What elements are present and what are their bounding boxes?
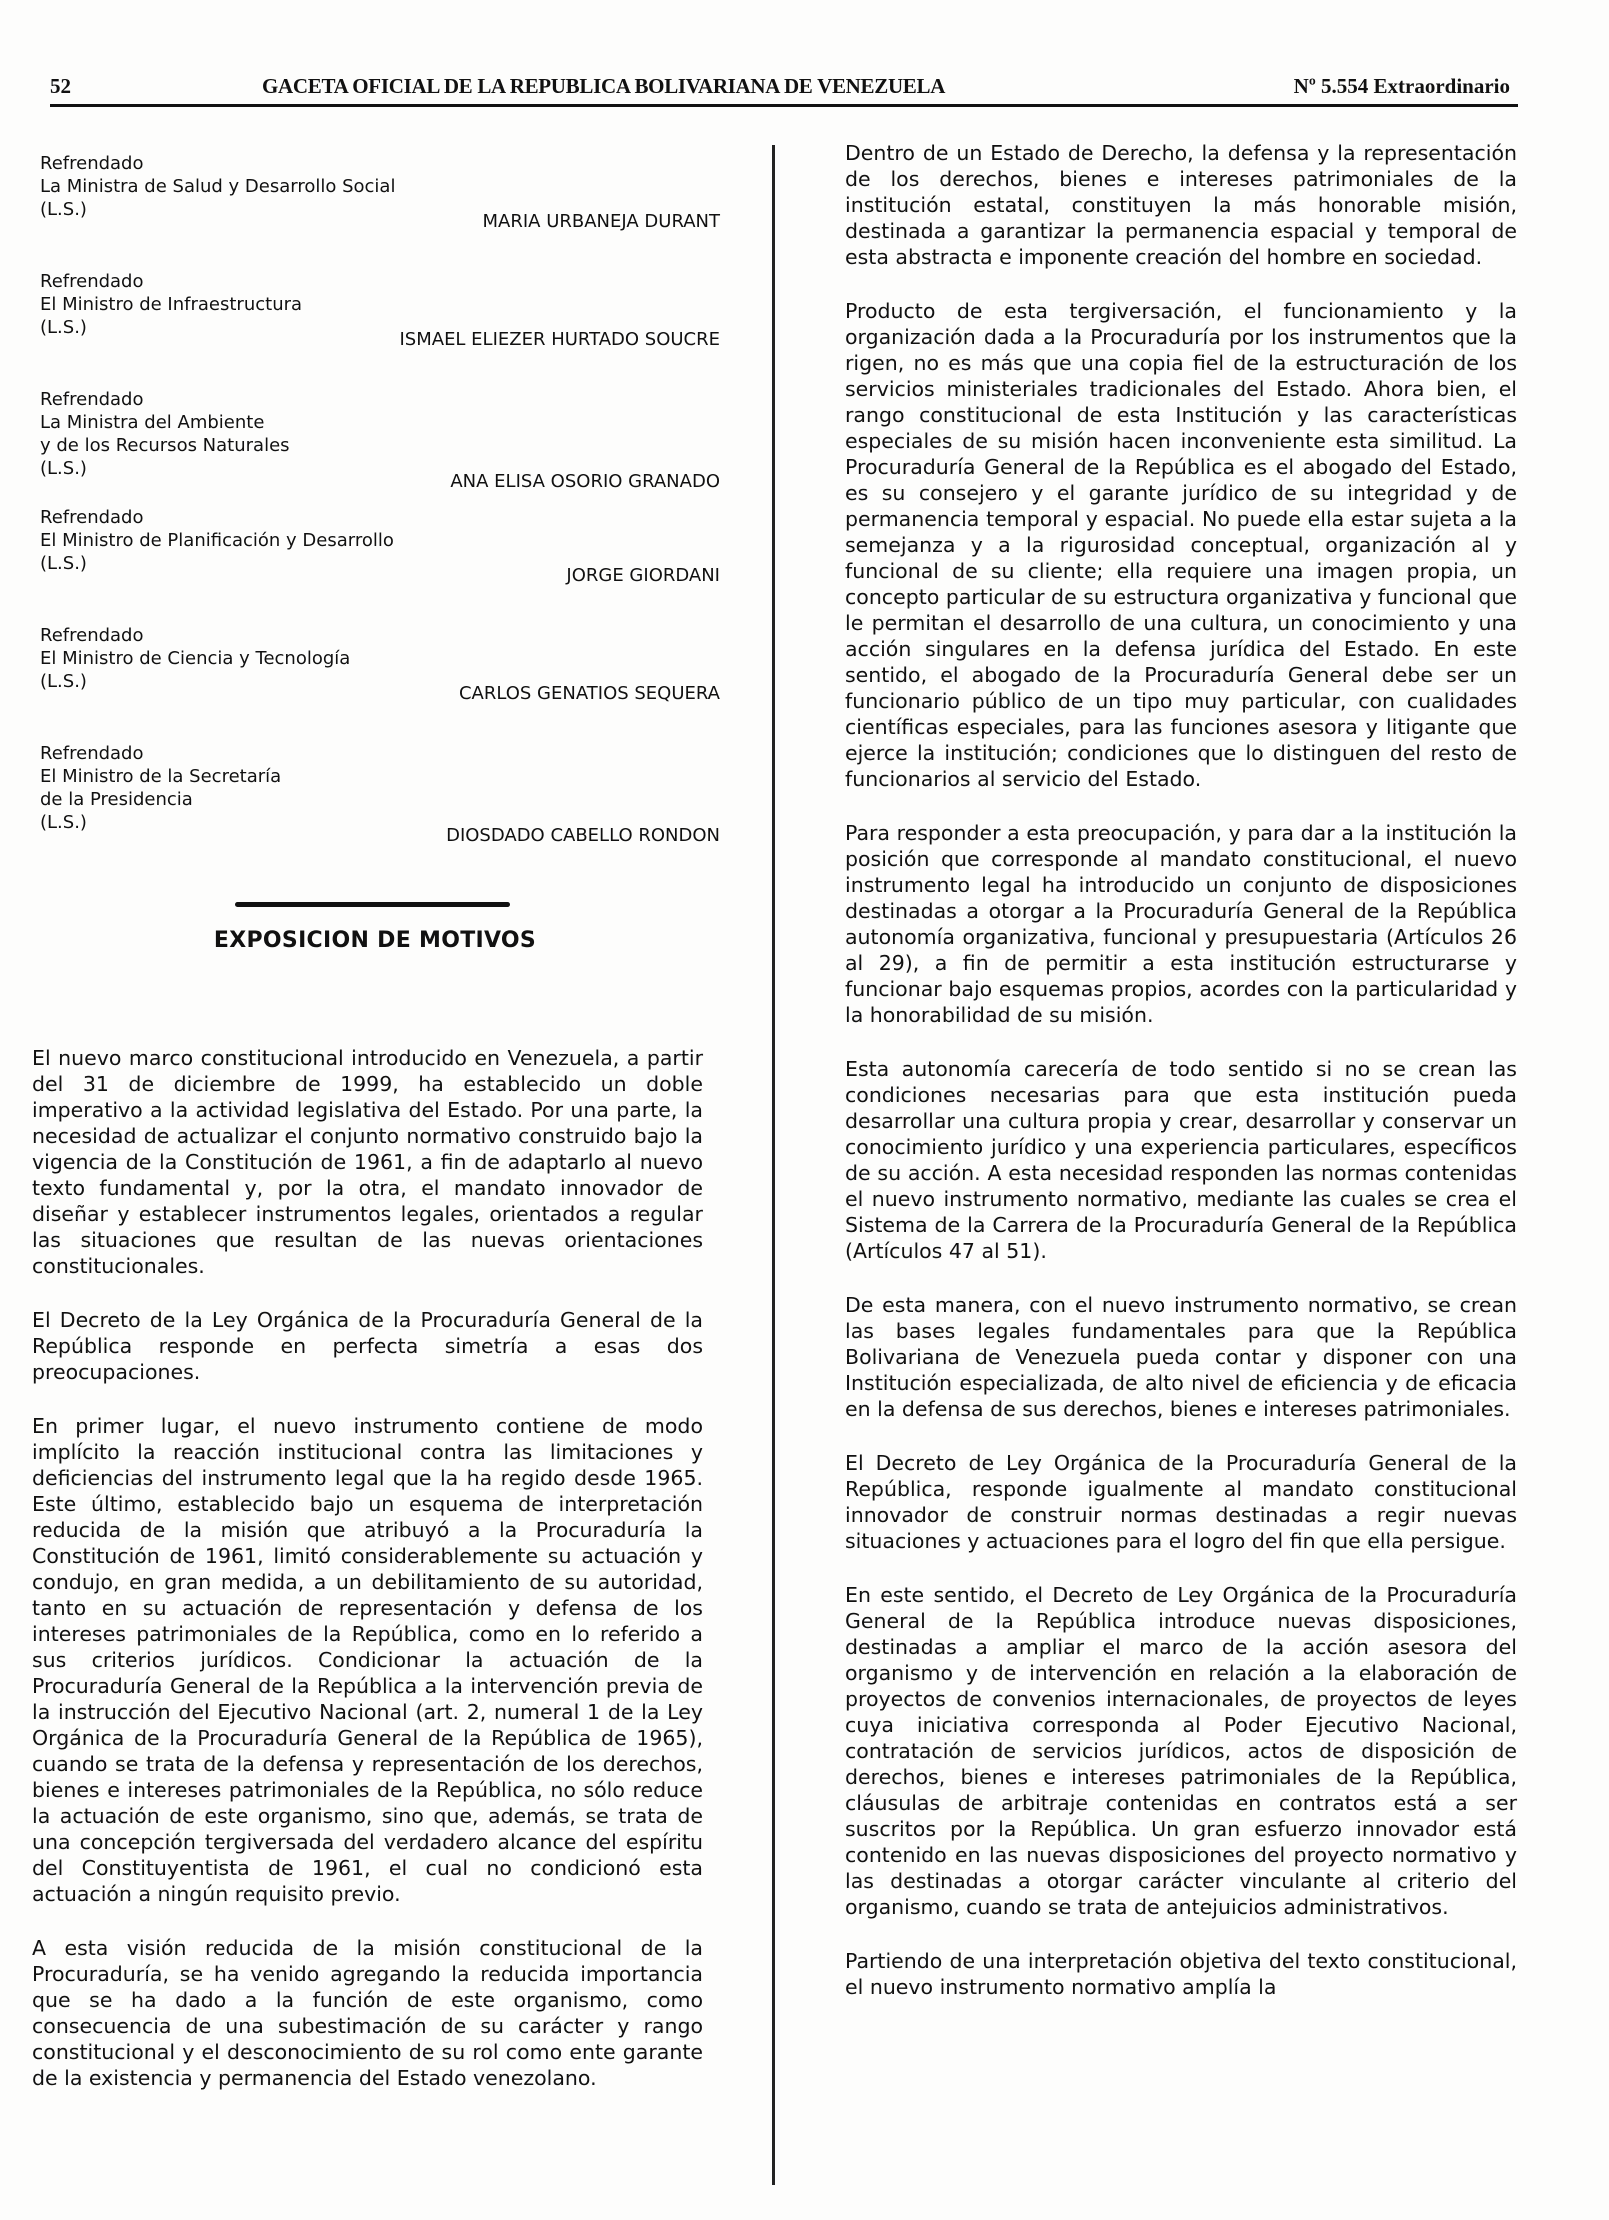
gazette-title: GACETA OFICIAL DE LA REPUBLICA BOLIVARIANA DE VENEZUELA	[262, 74, 946, 98]
paragraph: Dentro de un Estado de Derecho, la defensa y la representación de los derechos, bienes e intereses patrimoniales de la institución estatal, constituyen la más honorable misión, destinada a garantizar la permanencia espacial y temporal de esta abstracta e imponente creación del hombre en sociedad.	[845, 141, 1517, 269]
signature-line: La Ministra de Salud y Desarrollo Social	[40, 176, 396, 197]
signatory-name: ANA ELISA OSORIO GRANADO	[450, 471, 720, 492]
signature-line: (L.S.)	[40, 458, 87, 479]
paragraph: De esta manera, con el nuevo instrumento normativo, se crean las bases legales fundamentales para que la República Bolivariana de Venezuela pueda contar y disponer con una Institución especializada, de alto nivel de eficiencia y de eficacia en la defensa de sus derechos, bienes e intereses patrimoniales.	[845, 1293, 1517, 1421]
issue-number: Nº 5.554 Extraordinario	[1293, 74, 1510, 98]
paragraph: En este sentido, el Decreto de Ley Orgánica de la Procuraduría General de la República introduce nuevas disposiciones, destinadas a ampliar el marco de la acción asesora del organismo y de intervención en relación a la elaboración de proyectos de convenios internacionales, de proyectos de leyes cuya iniciativa corresponda al Poder Ejecutivo Nacional, contratación de servicios jurídicos, actos de disposición de derechos, bienes e intereses patrimoniales de la República, cláusulas de arbitraje contenidas en contratos está a ser suscritos por la República. Un gran esfuerzo innovador está contenido en las nuevas disposiciones del proyecto normativo y las destinadas a otorgar carácter vinculante al criterio del organismo, cuando se trata de antejuicios administrativos.	[845, 1583, 1517, 1919]
right-column-text	[845, 140, 1517, 2028]
column-divider	[772, 145, 775, 2185]
signature-line: (L.S.)	[40, 671, 87, 692]
signature-block	[40, 506, 720, 624]
signature-line: (L.S.)	[40, 199, 87, 220]
signature-line: El Ministro de Infraestructura	[40, 294, 303, 315]
signatory-name: DIOSDADO CABELLO RONDON	[446, 825, 720, 846]
signature-line: (L.S.)	[40, 317, 87, 338]
signature-line: El Ministro de Ciencia y Tecnología	[40, 648, 351, 669]
signature-line: y de los Recursos Naturales	[40, 435, 290, 456]
separator-rule	[235, 902, 510, 907]
signature-block	[40, 388, 720, 506]
signatory-name: JORGE GIORDANI	[566, 565, 720, 586]
left-column-text	[32, 1045, 703, 2119]
signature-block	[40, 152, 720, 270]
paragraph: Para responder a esta preocupación, y para dar a la institución la posición que corresponde al mandato constitucional, el nuevo instrumento legal ha introducido un conjunto de disposiciones destinadas a otorgar a la Procuraduría General de la República autonomía organizativa, funcional y presupuestaria (Artículos 26 al 29), a fin de permitir a esta institución estructurarse y funcionar bajo esquemas propios, acordes con la particularidad y la honorabilidad de su misión.	[845, 821, 1517, 1027]
signature-line: Refrendado	[40, 743, 144, 764]
signature-line: Refrendado	[40, 625, 144, 646]
paragraph: El Decreto de Ley Orgánica de la Procuraduría General de la República, responde igualmente al mandato constitucional innovador de construir normas destinadas a regir nuevas situaciones y actuaciones para el logro del fin que ella persigue.	[845, 1451, 1517, 1553]
page-header	[50, 74, 1518, 107]
paragraph: Partiendo de una interpretación objetiva del texto constitucional, el nuevo instrumento normativo amplía la	[845, 1949, 1517, 1999]
signature-block	[40, 270, 720, 388]
signature-line: Refrendado	[40, 507, 144, 528]
signature-block	[40, 624, 720, 742]
signature-line: Refrendado	[40, 153, 144, 174]
signature-line: (L.S.)	[40, 553, 87, 574]
signatory-name: MARIA URBANEJA DURANT	[482, 211, 720, 232]
signature-line: El Ministro de Planificación y Desarrollo	[40, 530, 394, 551]
page-number: 52	[50, 74, 71, 98]
signature-line: La Ministra del Ambiente	[40, 412, 265, 433]
paragraph: A esta visión reducida de la misión constitucional de la Procuraduría, se ha venido agregando la reducida importancia que se ha dado a la función de este organismo, como consecuencia de una subestimación de su carácter y rango constitucional y el desconocimiento de su rol como ente garante de la existencia y permanencia del Estado venezolano.	[32, 1936, 703, 2090]
paragraph: El Decreto de la Ley Orgánica de la Procuraduría General de la República responde en perfecta simetría a esas dos preocupaciones.	[32, 1308, 703, 1384]
signature-list	[40, 152, 720, 860]
signature-line: (L.S.)	[40, 812, 87, 833]
paragraph: En primer lugar, el nuevo instrumento contiene de modo implícito la reacción institucional contra las limitaciones y deficiencias del instrumento legal que la ha regido desde 1965. Este último, establecido bajo un esquema de interpretación reducida de la misión que atribuyó a la Procuraduría la Constitución de 1961, limitó considerablemente su actuación y condujo, en gran medida, a un debilitamiento de su autoridad, tanto en su actuación de representación y defensa de los intereses patrimoniales de la República, como en lo referido a sus criterios jurídicos. Condicionar la actuación de la Procuraduría General de la República a la intervención previa de la instrucción del Ejecutivo Nacional (art. 2, numeral 1 de la Ley Orgánica de la Procuraduría General de la República de 1965), cuando se trata de la defensa y representación de los derechos, bienes e intereses patrimoniales de la República, no sólo reduce la actuación de este organismo, sino que, además, se trata de una concepción tergiversada del verdadero alcance del espíritu del Constituyentista de 1961, el cual no condicionó esta actuación a ningún requisito previo.	[32, 1414, 703, 1906]
section-title: EXPOSICION DE MOTIVOS	[213, 928, 537, 953]
paragraph: El nuevo marco constitucional introducido en Venezuela, a partir del 31 de diciembre de 1999, ha establecido un doble imperativo a la actividad legislativa del Estado. Por una parte, la necesidad de actualizar el conjunto normativo construido bajo la vigencia de la Constitución de 1961, a fin de adaptarlo al nuevo texto fundamental y, por la otra, el mandato innovador de diseñar y establecer instrumentos legales, orientados a regular las situaciones que resultan de las nuevas orientaciones constitucionales.	[32, 1046, 703, 1278]
signature-line: Refrendado	[40, 389, 144, 410]
signature-line: Refrendado	[40, 271, 144, 292]
signatory-name: ISMAEL ELIEZER HURTADO SOUCRE	[399, 329, 720, 350]
paragraph: Esta autonomía carecería de todo sentido si no se crean las condiciones necesarias para que esta institución pueda desarrollar una cultura propia y crear, desarrollar y conservar un conocimiento jurídico y una experiencia particulares, específicos de su acción. A esta necesidad responden las normas contenidas el nuevo instrumento normativo, mediante las cuales se crea el Sistema de la Carrera de la Procuraduría General de la República (Artículos 47 al 51).	[845, 1057, 1517, 1263]
signatory-name: CARLOS GENATIOS SEQUERA	[458, 683, 720, 704]
signature-block	[40, 742, 720, 860]
signature-line: de la Presidencia	[40, 789, 193, 810]
signature-line: El Ministro de la Secretaría	[40, 766, 282, 787]
paragraph: Producto de esta tergiversación, el funcionamiento y la organización dada a la Procuraduría por los instrumentos que la rigen, no es más que una copia fiel de la estructuración de los servicios ministeriales tradicionales del Estado. Ahora bien, el rango constitucional de esta Institución y las características especiales de su misión hacen inconveniente esta similitud. La Procuraduría General de la República es el abogado del Estado, es su consejero y el garante jurídico de su integridad y de permanencia temporal y espacial. No puede ella estar sujeta a la semejanza y a la rigurosidad conceptual, organización al y funcional de su cliente; ella requiere una imagen propia, un concepto particular de su estructura organizativa y funcional que le permitan el desarrollo de una cultura, un conocimiento y una acción singulares en la defensa jurídica del Estado. En este sentido, el abogado de la Procuraduría General debe ser un funcionario público de un tipo muy particular, con cualidades científicas especiales, para las funciones asesora y litigante que ejerce la institución; condiciones que lo distinguen del resto de funcionarios al servicio del Estado.	[845, 299, 1517, 791]
